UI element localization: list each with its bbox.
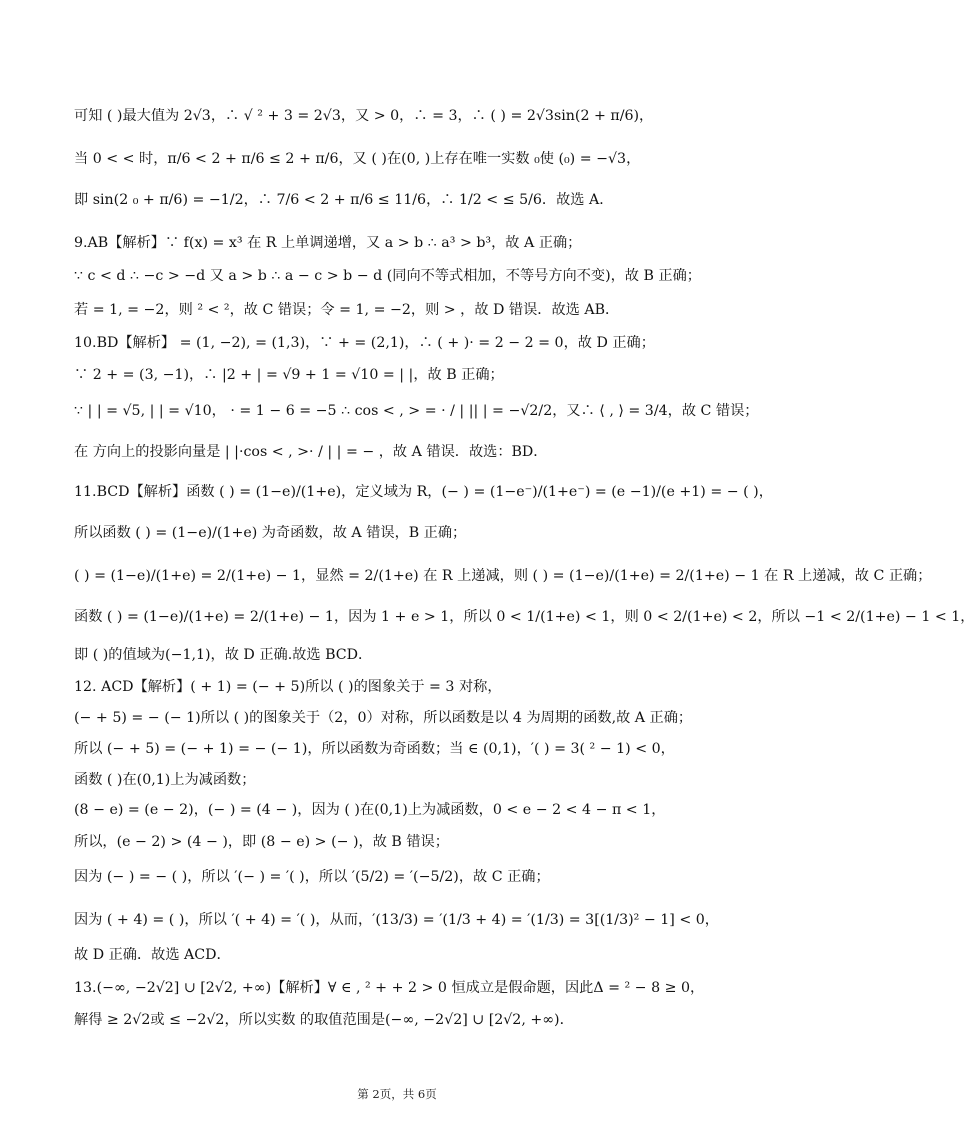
text-line: 可知 ( )最大值为 2√3，∴ √ ² + 3 = 2√3，又 > 0，∴ = 3，∴ ( ) = 2√3sin(2 + π/6)， — [74, 108, 654, 124]
text-line: (8 − e) = (e − 2)，(− ) = (4 − )，因为 ( )在(0,1)上为减函数，0 < e − 2 < 4 − π < 1， — [74, 802, 666, 818]
text-line: 解得 ≥ 2√2或 ≤ −2√2，所以实数 的取值范围是(−∞, −2√2] ∪ [2√2, +∞)． — [74, 1012, 574, 1028]
text-line: 因为 (− ) = − ( )，所以 ′(− ) = ′( )，所以 ′(5/2) = ′(−5/2)，故 C 正确； — [74, 869, 550, 885]
text-line: 13.(−∞, −2√2] ∪ [2√2, +∞)【解析】∀ ∈ , ² + + 2 > 0 恒成立是假命题，因此Δ = ² − 8 ≥ 0， — [74, 980, 705, 996]
text-line: ∵ c < d ∴ −c > −d 又 a > b ∴ a − c > b − d (同向不等式相加，不等号方向不变)，故 B 正确； — [74, 268, 701, 284]
text-line: 9.AB【解析】∵ f(x) = x³ 在 R 上单调递增，又 a > b ∴ a³ > b³，故 A 正确； — [74, 235, 582, 251]
text-line: 故 D 正确．故选 ACD． — [74, 947, 231, 963]
text-line: 因为 ( + 4) = ( )，所以 ′( + 4) = ′( )，从而，′(13/3) = ′(1/3 + 4) = ′(1/3) = 3[(1/3)² − 1] < 0， — [74, 912, 719, 928]
text-line: (− + 5) = − (− 1)所以 ( )的图象关于（2，0）对称，所以函数是以 4 为周期的函数,故 A 正确； — [74, 710, 693, 726]
text-line: 函数 ( )在(0,1)上为减函数； — [74, 772, 256, 788]
text-line: 即 ( )的值域为(−1,1)，故 D 正确.故选 BCD． — [74, 647, 373, 663]
text-line: ∵ | | = √5, | | = √10， · = 1 − 6 = −5 ∴ cos < , > = · / | || | = −√2/2，又∴ ⟨ , ⟩ = 3/4，故 C 错误； — [74, 403, 759, 419]
text-line: 11.BCD【解析】函数 ( ) = (1−e)/(1+e)，定义域为 R，(− ) = (1−e⁻)/(1+e⁻) = (e −1)/(e +1) = − ( )， — [74, 484, 773, 500]
text-line: 10.BD【解析】 = (1, −2), = (1,3)，∵ + = (2,1)，∴ ( + )· = 2 − 2 = 0，故 D 正确； — [74, 335, 655, 351]
text-line: ( ) = (1−e)/(1+e) = 2/(1+e) − 1，显然 = 2/(1+e) 在 R 上递减，则 ( ) = (1−e)/(1+e) = 2/(1+e) − 1 在 R 上递减，故 C 正确； — [74, 568, 932, 584]
text-line: 所以 (− + 5) = (− + 1) = − (− 1)，所以函数为奇函数；当 ∈ (0,1)，′( ) = 3( ² − 1) < 0， — [74, 741, 675, 757]
text-line: 所以，(e − 2) > (4 − )，即 (8 − e) > (− )，故 B 错误； — [74, 834, 449, 850]
text-line: 即 sin(2 ₀ + π/6) = −1/2，∴ 7/6 < 2 + π/6 ≤ 11/6，∴ 1/2 < ≤ 5/6．故选 A． — [74, 192, 614, 208]
text-line: 在 方向上的投影向量是 | |·cos < , >· / | | = − ，故 A 错误．故选：BD． — [74, 444, 548, 460]
text-line: 若 = 1, = −2，则 ² < ²，故 C 错误；令 = 1, = −2，则 > ，故 D 错误．故选 AB． — [74, 302, 620, 318]
text-line: 函数 ( ) = (1−e)/(1+e) = 2/(1+e) − 1，因为 1 + e > 1，所以 0 < 1/(1+e) < 1，则 0 < 2/(1+e) < 2，所以 −1 < 2/(1+e) − 1 < 1， — [74, 609, 974, 625]
text-line: ∵ 2 + = (3, −1)，∴ |2 + | = √9 + 1 = √10 = | |，故 B 正确； — [74, 367, 504, 383]
page-number-footer: 第 2页，共 6页 — [357, 1087, 437, 1101]
text-line: 当 0 < < 时，π/6 < 2 + π/6 ≤ 2 + π/6，又 ( )在(0, )上存在唯一实数 ₀使 (₀) = −√3， — [74, 151, 641, 167]
text-line: 12. ACD【解析】( + 1) = (− + 5)所以 ( )的图象关于 = 3 对称， — [74, 679, 502, 695]
text-line: 所以函数 ( ) = (1−e)/(1+e) 为奇函数，故 A 错误，B 正确； — [74, 525, 467, 541]
